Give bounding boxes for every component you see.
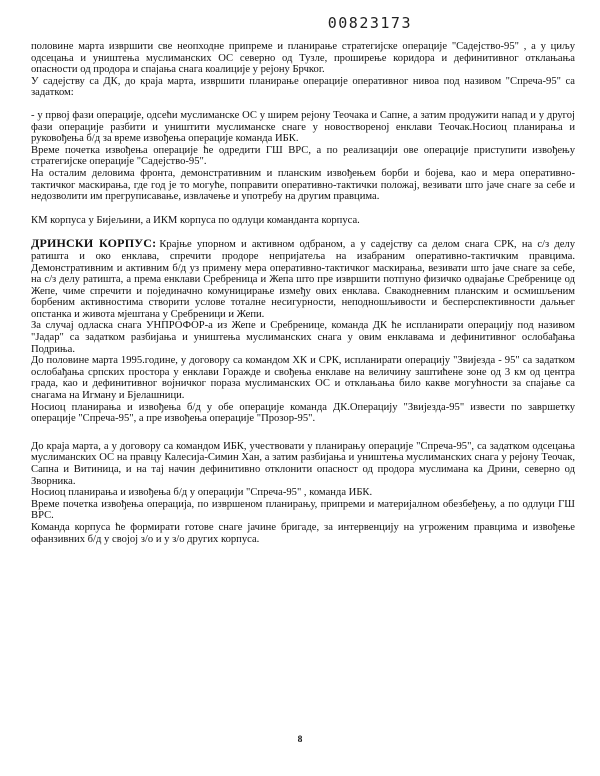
page-number: 8: [297, 735, 303, 745]
paragraph: Носиоц планирања и извођења б/д у операцији "Спреча-95" , команда ИБК.: [31, 487, 373, 499]
paragraph: Време почетка извођења операције ће одредити ГШ ВРС, а по реализацији ове операције приступити извођењу стратегијске операције "Садејство-95".: [31, 144, 575, 168]
paragraph: У садејству са ДК, до краја марта, извршити планирање операције оперативног нивоа под називом "Спреча-95" са задатком:: [31, 75, 575, 99]
paragraph: Време почетка извођења операција, по извршеном планирању, припреми и материјалном обезбеђењу, а по одлуци ГШ ВРС.: [31, 498, 575, 522]
paragraph: Носиоц планирања и извођења б/д у обе операције команда ДК.Операцију "Звијезда-95" извести по завршетку операције "Спреча-95", а пре извођења операције "Прозор-95".: [31, 401, 575, 425]
paragraph: До половине марта 1995.године, у договору са командом ХК и СРК, испланирати операцију "Звијезда - 95" са задатком ослобађања српских простора у енклави Горажде и свођења енклаве на величину заштићене зоне од 3 км од центра града, као и дефинитивног војничког пораза муслиманских ОС и отклањања било какве могућности за спајање са снагама на Игману и Бјелашници.: [31, 355, 575, 402]
paragraph: На осталим деловима фронта, демонстративним и планским извођењем борби и бојева, као и мера оперативно-тактичког маскирања, где год је то могуће, поправити оперативно-тактички положај, везивати што јаче снаге за себе и недозволити им прегруписавање, извлачење и употребу на другим правцима.: [31, 167, 575, 203]
paragraph: За случај одласка снага УНПРОФОР-а из Жепе и Сребренице, команда ДК ће испланирати операцију под називом "Јадар" са задатком разбијања и уништења муслиманских снага у овим енклавама и дефинитивног ослобађања Подриња.: [31, 320, 575, 355]
paragraph: - у првој фази операције, одсећи муслиманске ОС у ширем рејону Теочака и Сапне, а затим продужити напад и у другој фази операције разбити и уништити муслиманске снаге у новоствореној енклави Теочак.Носиоц планирања и руковођења б/д за време извођења операције команда ИБК.: [31, 109, 575, 145]
paragraph-text: Крајње упорном и активном одбраном, а у садејству са делом снага СРК, на с/з делу ратишта и око енклава, спречити продоре непријатеља на изабраним оперативно-тактичким правцима. Демонстративним и активним б/д уз примену мера оперативно-тактичког маскирања, везивати што јаче снаге за себе, на с/з делу ратишта, а према енклави Сребреница и Жепа што пре извршити потпуно физичко одвајање Сребренице од Жепе, чиме спречити и појединачно комуницирање између ових енклава. Свакодневним планским и осмишљеним борбеним активностима створити услове тоталне несигурности, неподношљивости и бесперспективности даљњег опстанка и живота мјештана у Сребреници и Жепи.: [31, 239, 575, 320]
paragraph: КМ корпуса у Бијељини, а ИКМ корпуса по одлуци команданта корпуса.: [31, 214, 360, 226]
section-heading: ДРИНСКИ КОРПУС:: [31, 236, 157, 251]
document-number: 00823173: [327, 14, 412, 32]
document-body: [31, 41, 575, 545]
paragraph: половине марта извршити све неопходне припреме и планирање стратегијске операције "Садејство-95" , а у циљу одсецања и уништења муслиманских ОС северно од Тузле, проширење коридора и дефинитивног отклањања опасности од продора и спајања снага коалиције у рејону Брчког.: [31, 41, 575, 76]
paragraph: До краја марта, а у договору са командом ИБК, учествовати у планирању операције "Спреча-95", са задатком одсецања муслиманских ОС на правцу Калесија-Симин Хан, а затим разбијања и уништења муслиманских снага у рејону Теочак, Сапна и Витиница, и на тај начин дефинитивно отклонити опасност од продора муслимана ка Дрини, северно од Зворника.: [31, 440, 575, 487]
paragraph: Команда корпуса ће формирати готове снаге јачине бригаде, за интервенцију на угроженим правцима и извођење офанзивних б/д у својој з/о и у з/о других корпуса.: [31, 521, 575, 545]
drina-corps-paragraph: [31, 238, 575, 320]
